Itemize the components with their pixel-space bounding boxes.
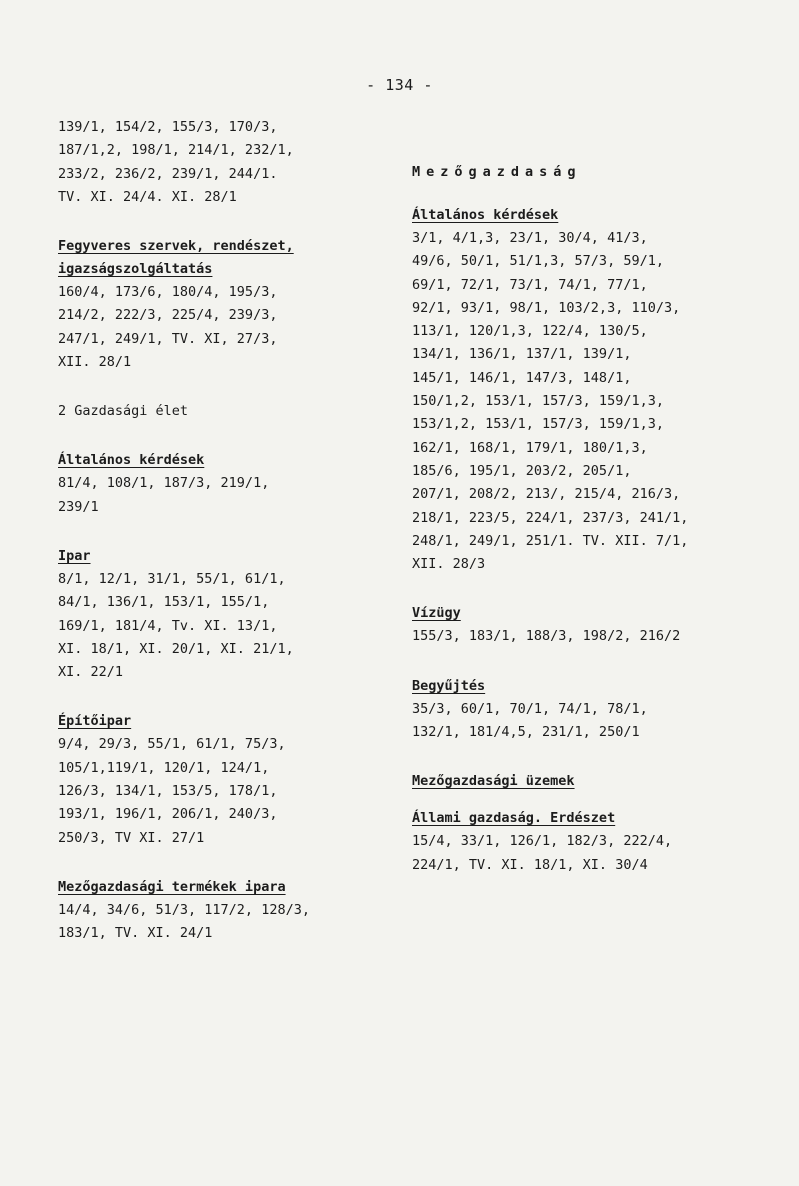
index-line: 84/1, 136/1, 153/1, 155/1, (58, 594, 270, 611)
index-line: 132/1, 181/4,5, 231/1, 250/1 (412, 724, 640, 741)
index-line: 233/2, 236/2, 239/1, 244/1. (58, 165, 278, 182)
index-section-allami-gazdasag (412, 807, 782, 877)
section-heading: Ipar (58, 547, 91, 564)
index-line: 134/1, 136/1, 137/1, 139/1, (412, 346, 632, 363)
index-line: 183/1, TV. XI. 24/1 (58, 925, 213, 942)
section-heading: Általános kérdések (58, 452, 205, 469)
index-line: 8/1, 12/1, 31/1, 55/1, 61/1, (58, 570, 286, 587)
index-line: 9/4, 29/3, 55/1, 61/1, 75/3, (58, 736, 286, 753)
index-line: 153/1,2, 153/1, 157/3, 159/1,3, (412, 416, 664, 433)
index-line: 150/1,2, 153/1, 157/3, 159/1,3, (412, 393, 664, 410)
index-line: 15/4, 33/1, 126/1, 182/3, 222/4, (412, 833, 673, 850)
index-section-mezogazdasagi-termekek-ipara (58, 876, 388, 946)
index-section-ipar (58, 545, 388, 684)
index-line: 113/1, 120/1,3, 122/4, 130/5, (412, 323, 648, 340)
section-heading: Mezőgazdaság (412, 164, 582, 180)
index-line: 239/1 (58, 498, 99, 515)
index-line: 224/1, TV. XI. 18/1, XI. 30/4 (412, 856, 648, 873)
index-line: 139/1, 154/2, 155/3, 170/3, (58, 119, 278, 135)
index-line: 250/3, TV XI. 27/1 (58, 829, 205, 846)
index-line: 248/1, 249/1, 251/1. TV. XII. 7/1, (412, 532, 689, 549)
index-line: 145/1, 146/1, 147/3, 148/1, (412, 369, 632, 386)
index-line: 155/3, 183/1, 188/3, 198/2, 216/2 (412, 628, 681, 645)
index-line: 214/2, 222/3, 225/4, 239/3, (58, 307, 278, 324)
index-line: 162/1, 168/1, 179/1, 180/1,3, (412, 439, 648, 456)
index-line: 247/1, 249/1, TV. XI, 27/3, (58, 330, 278, 347)
index-section-untitled (58, 116, 388, 209)
index-line: 49/6, 50/1, 51/1,3, 57/3, 59/1, (412, 253, 664, 270)
index-line: 193/1, 196/1, 206/1, 240/3, (58, 806, 278, 823)
index-line: 35/3, 60/1, 70/1, 74/1, 78/1, (412, 700, 648, 717)
index-line: 105/1,119/1, 120/1, 124/1, (58, 759, 270, 776)
index-line: XII. 28/3 (412, 556, 486, 573)
section-heading: Fegyveres szervek, rendészet, igazságszolgáltatás (58, 238, 294, 278)
index-line: 207/1, 208/2, 213/, 215/4, 216/3, (412, 486, 681, 503)
index-section-epitoipar (58, 710, 388, 849)
section-heading: Vízügy (412, 605, 461, 622)
page-number: - 134 - (366, 76, 433, 94)
index-section-begyujtes (412, 675, 782, 745)
right-column (412, 161, 782, 903)
index-line: XII. 28/1 (58, 354, 132, 371)
index-line: 3/1, 4/1,3, 23/1, 30/4, 41/3, (412, 230, 648, 246)
section-heading: Általános kérdések (412, 207, 559, 223)
index-line: 126/3, 134/1, 153/5, 178/1, (58, 783, 278, 800)
index-line: 69/1, 72/1, 73/1, 74/1, 77/1, (412, 276, 648, 293)
section-heading: Mezőgazdasági termékek ipara (58, 878, 286, 895)
section-heading: Mezőgazdasági üzemek (412, 773, 575, 790)
index-line: TV. XI. 24/4. XI. 28/1 (58, 188, 237, 205)
index-line: 14/4, 34/6, 51/3, 117/2, 128/3, (58, 901, 310, 918)
section-heading: Begyűjtés (412, 677, 486, 694)
section-heading: 2 Gazdasági élet (58, 403, 189, 420)
section-heading: Állami gazdaság. Erdészet (412, 810, 616, 827)
index-line: XI. 18/1, XI. 20/1, XI. 21/1, (58, 640, 294, 657)
index-line: 218/1, 223/5, 224/1, 237/3, 241/1, (412, 509, 689, 526)
index-section-vizugy (412, 602, 782, 648)
index-section-mezogazdasag (412, 161, 782, 184)
index-section-altalanos-kerdesek-mg (412, 204, 782, 576)
index-section-fegyveres-szervek (58, 235, 388, 374)
index-line: 169/1, 181/4, Tv. XI. 13/1, (58, 617, 278, 634)
index-section-mezogazdasagi-uzemek (412, 770, 782, 793)
index-line: 160/4, 173/6, 180/4, 195/3, (58, 284, 278, 301)
index-section-gazdasagi-elet (58, 400, 388, 423)
section-heading: Építőipar (58, 713, 132, 730)
index-line: XI. 22/1 (58, 664, 124, 681)
index-line: 81/4, 108/1, 187/3, 219/1, (58, 475, 270, 492)
index-line: 92/1, 93/1, 98/1, 103/2,3, 110/3, (412, 299, 681, 316)
left-column (58, 116, 388, 972)
index-line: 187/1,2, 198/1, 214/1, 232/1, (58, 142, 294, 159)
index-line: 185/6, 195/1, 203/2, 205/1, (412, 462, 632, 479)
index-section-altalanos-kerdesek (58, 449, 388, 519)
